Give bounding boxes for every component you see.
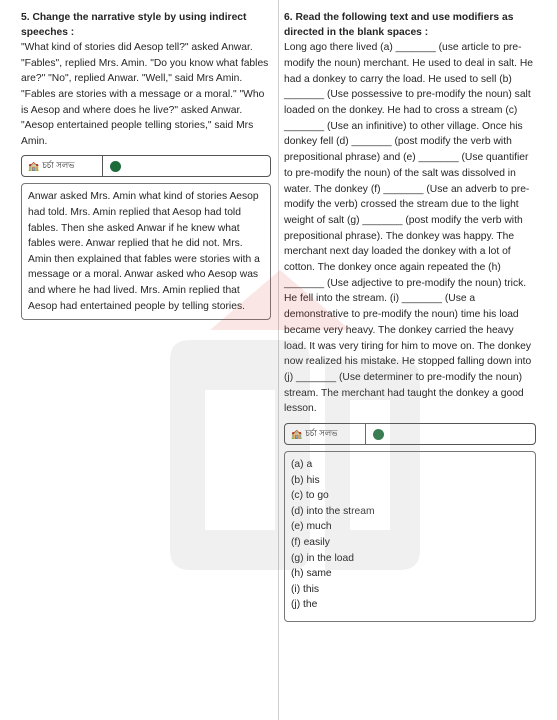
list-item: (b) his (291, 474, 320, 486)
q5-tag-label: চর্চা সলভ (42, 160, 75, 171)
q5-answer: Anwar asked Mrs. Amin what kind of stories Aesop had told. Mrs. Amin replied that Aesop had told fables. Then she asked Anwar if he knew what fables were. Anwar replied that he did not. Mrs. Amin then explained that fables were stories with a message or a moral. Anwar asked who Aesop was and where he had lived. Mrs. Amin replied that Aesop had entertained people by telling stories. (28, 191, 260, 312)
q5-body: "What kind of stories did Aesop tell?" asked Anwar. "Fables", replied Mrs. Amin. "Do you know what fables are?" "No", replied Anwar. "Well," said Mrs Amin. "Fables are stories with a message or a moral." "Who is Aesop and where does he live?" asked Anwar. "Aesop entertained people telling stories," said Mrs Amin. (21, 42, 269, 147)
q5-solve-tag[interactable] (21, 155, 271, 177)
q6-tag-separator (365, 424, 366, 444)
list-item: (h) same (291, 568, 332, 580)
school-icon: 🏫 (28, 160, 40, 171)
q6-body: Long ago there lived (a) _______ (use article to pre-modify the noun) merchant. He used to deal in salt. He had a donkey to carry the load. He used to sell (b) _______ (Use possessive to pre-modify the noun) salt loaded on the donkey. He had to cross a stream (c) _______ (Use an infinitive) to other village. Once his donkey fell (d) _______ (post modify the verb with prepositional phrase) and (e) _______ (Use quantifier to pre-modify the noun) of the salt was dissolved in water. The donkey (f) _______ (Use an adverb to pre-modify the verb) crossed the stream due to the light weight of salt (g) _______ (post modify the verb with prepositional phrase). The donkey was happy. The merchant next day loaded the donkey with a lot of cotton. The donkey once again repeated the (h) _______ (Use adjective to pre-modify the noun) trick. He fell into the stream. (i) _______ (Use a demonstrative to pre-modify the noun) time his load became very heavy. The donkey carried the heavy load. It was very tiring for him to move on. The donkey now realized his mistake. He stopped falling down into (j) _______ (Use determiner to pre-modify the noun) stream. The merchant had taught the donkey a good lesson. (284, 42, 533, 415)
q5-tag-separator (102, 156, 103, 176)
q5-heading: 5. Change the narrative style by using indirect speeches : (21, 12, 247, 38)
list-item: (j) the (291, 599, 318, 611)
list-item: (g) in the load (291, 552, 354, 564)
q6-tag-label: চর্চা সলভ (305, 428, 338, 439)
list-item: (e) much (291, 521, 332, 533)
list-item: (f) easily (291, 537, 330, 549)
green-dot-icon (110, 161, 121, 172)
q6-answer-box (284, 451, 536, 622)
list-item: (a) a (291, 459, 313, 471)
list-item: (d) into the stream (291, 505, 375, 517)
green-dot-icon (373, 429, 384, 440)
question-6 (284, 11, 536, 622)
q5-answer-box (21, 183, 271, 320)
column-divider (278, 0, 279, 720)
q6-solve-tag[interactable] (284, 423, 536, 445)
q6-heading: 6. Read the following text and use modifiers as directed in the blank spaces : (284, 12, 514, 38)
list-item: (i) this (291, 583, 320, 595)
list-item: (c) to go (291, 490, 329, 502)
question-5 (21, 11, 271, 320)
school-icon: 🏫 (291, 428, 303, 439)
q6-answer-list (291, 457, 529, 613)
